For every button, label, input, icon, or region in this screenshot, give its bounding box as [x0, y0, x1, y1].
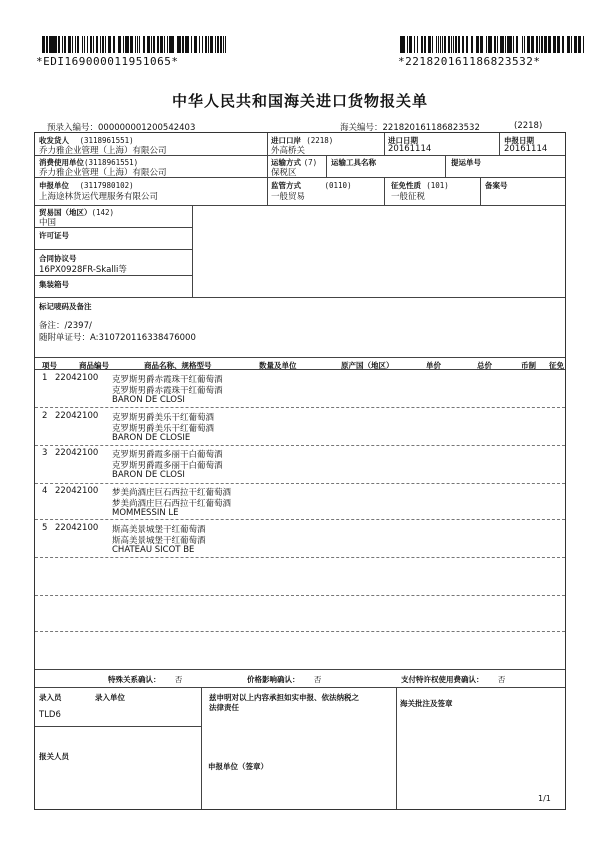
- barcode-bar: [497, 36, 498, 53]
- transport-mode-code: (7): [303, 158, 318, 167]
- goods-name-line: 斯高美景城堡干红葡萄酒: [112, 536, 206, 547]
- barcode-bar: [516, 36, 518, 53]
- declaration-statement-line1: 兹申明对以上内容承担如实申报、依法纳税之: [209, 693, 359, 702]
- goods-hs-code: 22042100: [55, 485, 99, 496]
- barcode-bar: [64, 36, 66, 53]
- barcode-bar: [462, 36, 464, 53]
- trade-country-label: 贸易国（地区）(142): [39, 208, 115, 217]
- import-port-name: 外高桥关: [271, 146, 306, 156]
- customs-number-label: 海关编号：: [340, 123, 383, 133]
- customs-code: (2218): [514, 121, 543, 131]
- barcode-bar: [77, 36, 79, 53]
- import-port-code: (2218): [306, 136, 334, 145]
- barcode-bar: [510, 36, 512, 53]
- barcode-bar: [403, 36, 405, 53]
- barcode-bar: [105, 36, 106, 53]
- barcode-bar: [440, 36, 441, 53]
- customs-approval-label: 海关批注及签章: [400, 699, 453, 708]
- import-port-label: 进口口岸 (2218): [271, 136, 334, 145]
- barcode-bar: [409, 36, 412, 53]
- goods-name-line: 梦美尚酒庄巨石西拉干红葡萄酒: [112, 487, 232, 498]
- barcode-bar: [424, 36, 426, 53]
- contract-value: 16PX0928FR-Skalli等: [39, 265, 127, 275]
- barcode-bar: [578, 36, 581, 53]
- barcode-bar: [400, 36, 403, 53]
- barcode-bar: [574, 36, 577, 53]
- consumer-label: 消费使用单位(3118961551): [39, 158, 139, 167]
- pre-entry-value: 000000001200542403: [98, 123, 196, 133]
- goods-name-line: 斯高美景城堡干红葡萄酒: [112, 525, 206, 536]
- barcode-bar: [480, 36, 483, 53]
- goods-hs-code: 22042100: [55, 410, 99, 421]
- barcode-bar: [143, 36, 145, 53]
- trade-country-code: (142): [91, 208, 115, 217]
- consumer-code: (3118961551): [84, 158, 139, 167]
- barcode-bar: [100, 36, 101, 53]
- barcode-bar: [130, 36, 133, 53]
- goods-name-line: BARON DE CLOSI: [112, 395, 185, 405]
- barcode-bar: [84, 36, 85, 53]
- barcode-bar: [223, 36, 224, 53]
- barcode-bar: [571, 36, 572, 53]
- barcode-bar: [102, 36, 104, 53]
- barcode-bar: [432, 36, 433, 53]
- barcode-bar: [500, 36, 501, 53]
- barcode-bar: [562, 36, 563, 53]
- barcode-bar: [108, 36, 111, 53]
- barcode-bar: [539, 36, 540, 53]
- barcode-bar: [158, 36, 159, 53]
- declarant-label: 申报单位 (3117980102): [39, 181, 134, 190]
- container-label: 集装箱号: [39, 280, 69, 289]
- barcode-right-text: *221820161186823532*: [398, 55, 541, 68]
- page-number: 1/1: [538, 794, 551, 803]
- barcode-bar: [46, 36, 48, 53]
- barcode-bar: [114, 36, 115, 53]
- barcode-bar: [139, 36, 140, 53]
- barcode-bar: [220, 36, 222, 53]
- marks-label: 标记唛码及备注: [39, 302, 92, 311]
- transport-mode-name: 保税区: [271, 168, 297, 178]
- barcode-bar: [567, 36, 570, 53]
- barcode-bar: [583, 36, 584, 53]
- barcode-bar: [147, 36, 150, 53]
- goods-header-total-price: 总价: [477, 361, 492, 370]
- trade-country-name: 中国: [39, 218, 57, 228]
- barcode-bar: [476, 36, 479, 53]
- barcode-bar: [542, 36, 543, 53]
- tax-nature-label: 征免性质 (101): [391, 181, 449, 190]
- barcode-bar: [169, 36, 170, 53]
- barcode-bar: [442, 36, 443, 53]
- barcode-bar: [157, 36, 158, 53]
- goods-hs-code: 22042100: [55, 373, 99, 383]
- price-impact-confirm: 价格影响确认： 否: [247, 675, 322, 684]
- declaration-statement-line2: 法律责任: [209, 703, 239, 712]
- barcode-bar: [494, 36, 496, 53]
- goods-hs-code: 22042100: [55, 448, 99, 459]
- barcode-bar: [49, 36, 52, 53]
- barcode-bar: [524, 36, 525, 53]
- entry-barcode-left: [42, 36, 226, 53]
- barcode-bar: [217, 36, 219, 53]
- customs-barcode-right: [400, 36, 584, 53]
- barcode-bar: [544, 36, 547, 53]
- declare-date-label: 申报日期: [504, 136, 534, 145]
- consignee-label: 收发货人 (3118961551): [39, 136, 134, 145]
- barcode-bar: [453, 36, 454, 53]
- supervision-code: (0110): [324, 181, 352, 190]
- import-date-label: 进口日期: [388, 136, 418, 145]
- barcode-bar: [182, 36, 184, 53]
- barcode-bar: [491, 36, 492, 53]
- barcode-bar: [137, 36, 138, 53]
- transport-tool-label: 运输工具名称: [331, 158, 376, 167]
- barcode-bar: [417, 36, 418, 53]
- royalty-confirm: 支付特许权使用费确认： 否: [401, 675, 506, 684]
- barcode-bar: [123, 36, 124, 53]
- supervision-label: 监管方式 (0110): [271, 181, 352, 190]
- barcode-bar: [118, 36, 121, 53]
- barcode-bar: [455, 36, 457, 53]
- barcode-bar: [507, 36, 510, 53]
- barcode-bar: [191, 36, 192, 53]
- barcode-bar: [199, 36, 200, 53]
- barcode-bar: [208, 36, 209, 53]
- barcode-bar: [186, 36, 189, 53]
- goods-header-item-no: 项号: [42, 361, 57, 370]
- goods-header-currency: 币制: [521, 361, 536, 370]
- bill-no-label: 提运单号: [451, 158, 481, 167]
- barcode-bar: [160, 36, 163, 53]
- barcode-bar: [501, 36, 504, 53]
- entry-person-value: TLD6: [39, 710, 61, 720]
- barcode-bar: [513, 36, 514, 53]
- consumer-name: 乔力雅企业管理（上海）有限公司: [39, 168, 167, 178]
- import-date-value: 20161114: [388, 144, 432, 154]
- pre-entry-label: 预录入编号：: [47, 123, 99, 133]
- barcode-bar: [151, 36, 152, 53]
- entry-person-label: 录入员: [39, 693, 62, 702]
- barcode-bar: [82, 36, 83, 53]
- barcode-bar: [421, 36, 423, 53]
- goods-name-line: 克罗斯男爵赤霞珠干红葡萄酒: [112, 375, 223, 385]
- barcode-bar: [486, 36, 487, 53]
- barcode-bar: [177, 36, 179, 53]
- barcode-bar: [407, 36, 408, 53]
- goods-name-line: 克罗斯男爵赤霞珠干红葡萄酒: [112, 386, 223, 396]
- barcode-bar: [194, 36, 197, 53]
- barcode-bar: [541, 36, 542, 53]
- goods-name-line: 克罗斯男爵美乐干红葡萄酒: [112, 423, 215, 434]
- barcode-bar: [202, 36, 203, 53]
- license-label: 许可证号: [39, 231, 69, 240]
- goods-name-line: 克罗斯男爵霞多丽干白葡萄酒: [112, 461, 223, 472]
- goods-name-line: 克罗斯男爵美乐干红葡萄酒: [112, 412, 215, 423]
- barcode-bar: [215, 36, 216, 53]
- barcode-bar: [179, 36, 181, 53]
- barcode-bar: [451, 36, 452, 53]
- barcode-bar: [205, 36, 207, 53]
- goods-name-line: BARON DE CLOSIE: [112, 432, 191, 443]
- goods-name-line: MOMMESSIN LE: [112, 507, 179, 518]
- royalty-value: 否: [497, 675, 506, 684]
- goods-name-line: CHATEAU SICOT BE: [112, 545, 195, 556]
- barcode-bar: [471, 36, 473, 53]
- consignee-name: 乔力雅企业管理（上海）有限公司: [39, 146, 167, 156]
- barcode-bar: [58, 36, 60, 53]
- barcode-bar: [563, 36, 564, 53]
- special-relation-value: 否: [174, 675, 183, 684]
- barcode-bar: [52, 36, 54, 53]
- declarant-name: 上海途林货运代理服务有限公司: [39, 192, 159, 202]
- barcode-bar: [87, 36, 88, 53]
- special-relation-confirm: 特殊关系确认： 否: [108, 675, 183, 684]
- goods-name-line: 梦美尚酒庄巨石西拉干红葡萄酒: [112, 498, 232, 509]
- goods-header-unit-price: 单价: [426, 361, 441, 370]
- goods-item-no: 5: [42, 523, 48, 534]
- declarer-label: 报关人员: [39, 752, 69, 761]
- barcode-bar: [72, 36, 73, 53]
- goods-header-qty-unit: 数量及单位: [259, 361, 297, 370]
- goods-item-no: 2: [42, 410, 48, 421]
- goods-header-origin: 原产国（地区）: [341, 361, 394, 370]
- goods-hs-code: 22042100: [55, 523, 99, 534]
- tax-nature-code: (101): [426, 181, 449, 190]
- supervision-name: 一般贸易: [271, 192, 306, 202]
- barcode-bar: [68, 36, 71, 53]
- barcode-bar: [91, 36, 92, 53]
- barcode-bar: [466, 36, 468, 53]
- barcode-left-text: *EDI169000011951065*: [36, 55, 179, 68]
- goods-header-name-spec: 商品名称、规格型号: [144, 361, 212, 370]
- barcode-bar: [536, 36, 538, 53]
- barcode-bar: [153, 36, 155, 53]
- barcode-bar: [185, 36, 186, 53]
- goods-item-no: 1: [42, 373, 48, 383]
- barcode-bar: [167, 36, 168, 53]
- barcode-bar: [444, 36, 446, 53]
- goods-header-tax-exempt: 征免: [549, 361, 564, 370]
- price-impact-value: 否: [313, 675, 322, 684]
- barcode-bar: [42, 36, 45, 53]
- contract-label: 合同协议号: [39, 254, 77, 263]
- barcode-bar: [96, 36, 98, 53]
- barcode-bar: [557, 36, 560, 53]
- barcode-bar: [548, 36, 551, 53]
- goods-header-hs-code: 商品编号: [79, 361, 109, 370]
- barcode-bar: [75, 36, 76, 53]
- barcode-bar: [522, 36, 523, 53]
- barcode-bar: [54, 36, 57, 53]
- barcode-bar: [505, 36, 506, 53]
- barcode-bar: [170, 36, 171, 53]
- barcode-bar: [448, 36, 450, 53]
- barcode-bar: [90, 36, 91, 53]
- barcode-bar: [414, 36, 415, 53]
- barcode-bar: [164, 36, 165, 53]
- barcode-bar: [113, 36, 114, 53]
- barcode-bar: [171, 36, 174, 53]
- customs-number-value: 221820161186823532: [382, 123, 480, 133]
- barcode-bar: [62, 36, 63, 53]
- barcode-bar: [531, 36, 534, 53]
- barcode-bar: [436, 36, 437, 53]
- barcode-bar: [135, 36, 136, 53]
- document-title: 中华人民共和国海关进口货物报关单: [171, 92, 428, 110]
- barcode-bar: [488, 36, 491, 53]
- entry-unit-label: 录入单位: [95, 693, 125, 702]
- declare-unit-label: 申报单位（签章）: [208, 762, 268, 771]
- barcode-bar: [527, 36, 530, 53]
- transport-mode-label: 运输方式 (7): [271, 158, 318, 167]
- record-no-label: 备案号: [485, 181, 508, 190]
- barcode-bar: [128, 36, 129, 53]
- barcode-bar: [438, 36, 439, 53]
- attached-doc-line: 随附单证号：A:310720116338476000: [39, 333, 196, 343]
- barcode-bar: [125, 36, 128, 53]
- goods-item-no: 3: [42, 448, 48, 459]
- barcode-bar: [225, 36, 226, 53]
- barcode-bar: [93, 36, 94, 53]
- barcode-bar: [210, 36, 213, 53]
- declarant-code: (3117980102): [79, 181, 134, 190]
- goods-name-line: 克罗斯男爵霞多丽干白葡萄酒: [112, 450, 223, 461]
- goods-item-no: 4: [42, 485, 48, 496]
- goods-name-line: BARON DE CLOSI: [112, 470, 185, 481]
- declaration-form: [34, 132, 566, 810]
- barcode-bar: [428, 36, 431, 53]
- tax-nature-name: 一般征税: [391, 192, 426, 202]
- barcode-bar: [553, 36, 556, 53]
- barcode-bar: [458, 36, 460, 53]
- consignee-code: (3118961551): [79, 136, 134, 145]
- declare-date-value: 20161114: [504, 144, 548, 154]
- remark-line: 备注：/2397/: [39, 321, 92, 331]
